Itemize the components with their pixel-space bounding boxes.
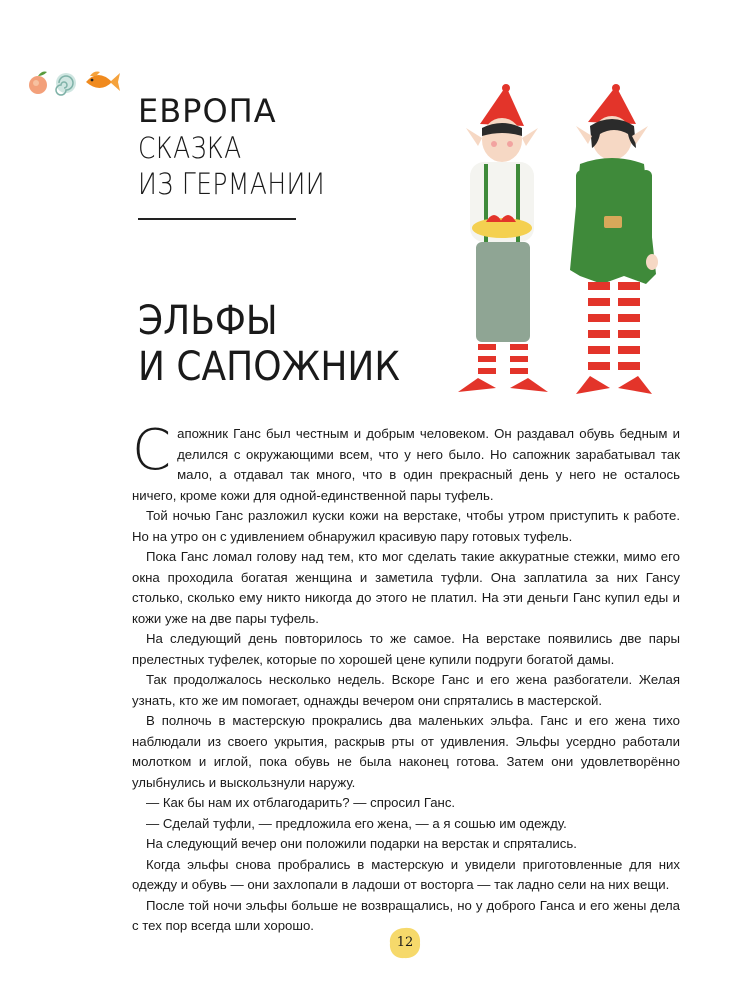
story-paragraph: После той ночи эльфы больше не возвращались, но у доброго Ганса и его жены дела с тех пор всегда шли хорошо. (132, 897, 680, 933)
story-paragraph: На следующий вечер они положили подарки на верстак и спрятались. (146, 836, 577, 851)
elf-girl (570, 84, 658, 394)
subtitle-line-1: СКАЗКА (138, 131, 242, 165)
drop-cap: С (132, 418, 172, 483)
snail-shell-icon (56, 73, 76, 95)
story-paragraph: Пока Ганс ломал голову над тем, кто мог сделать такие аккуратные стежки, мимо его окна проходила богатая женщина и заметила туфли. Она заплатила за них Гансу столько, сколько ему никто никогда до этого не платил. На эти деньги Ганс купил еды и кожи уже на две пары туфель. (132, 549, 680, 626)
story-paragraph: Так продолжалось несколько недель. Вскоре Ганс и его жена разбогатели. Желая узнать, кто же им помогает, однажды вечером они спрятались в мастерской. (132, 672, 680, 708)
header-divider (138, 218, 296, 220)
section-header (138, 92, 355, 202)
peach-icon (29, 72, 47, 95)
story-title-line-2: И САПОЖНИК (138, 344, 400, 390)
elf-boy (458, 84, 548, 392)
fish-icon (86, 72, 120, 92)
ornament-group (26, 66, 126, 96)
elves-illustration (440, 82, 690, 402)
story-paragraph: Той ночью Ганс разложил куски кожи на верстаке, чтобы утром приступить к работе. Но на утро он с удивлением обнаружил красивую пару готовых туфель. (132, 508, 680, 544)
story-paragraph: — Как бы нам их отблагодарить? — спросил Ганс. (146, 795, 456, 810)
subtitle-line-2: ИЗ ГЕРМАНИИ (138, 167, 326, 201)
story-title (138, 298, 400, 390)
story-paragraph: Когда эльфы снова пробрались в мастерскую и увидели приготовленные для них одежду и обувь — они захлопали в ладоши от восторга — так ладно сели на них вещи. (132, 856, 680, 892)
page-number: 12 (396, 935, 414, 950)
story-paragraph: — Сделай туфли, — предложила его жена, — а я сошью им одежду. (146, 815, 567, 831)
story-text (132, 418, 680, 937)
story-title-line-1: ЭЛЬФЫ (138, 298, 278, 344)
region-heading: ЕВРОПА (138, 92, 277, 130)
story-paragraph: На следующий день повторилось то же самое. На верстаке появились две пары прелестных туфелек, которые по хорошей цене купили подруги богатой дамы. (132, 631, 680, 667)
story-paragraph: Сапожник Ганс был честным и добрым человеком. Он раздавал обувь бедным и делился с окружающими всем, что у него было. Но сапожник зарабатывал так мало, а отдавал так много, что в один прекрасный день у него не осталось ничего, кроме кожи для одной-единственной пары туфель. (132, 418, 680, 503)
page-number-badge (388, 926, 422, 960)
story-paragraph: В полночь в мастерскую прокрались два маленьких эльфа. Ганс и его жена тихо наблюдали из своего укрытия, раскрыв рты от удивления. Эльфы усердно работали молотком и иглой, пока обувь не была наконец готова. Затем они удовлетворённо улыбнулись и выскользнули наружу. (132, 713, 680, 790)
